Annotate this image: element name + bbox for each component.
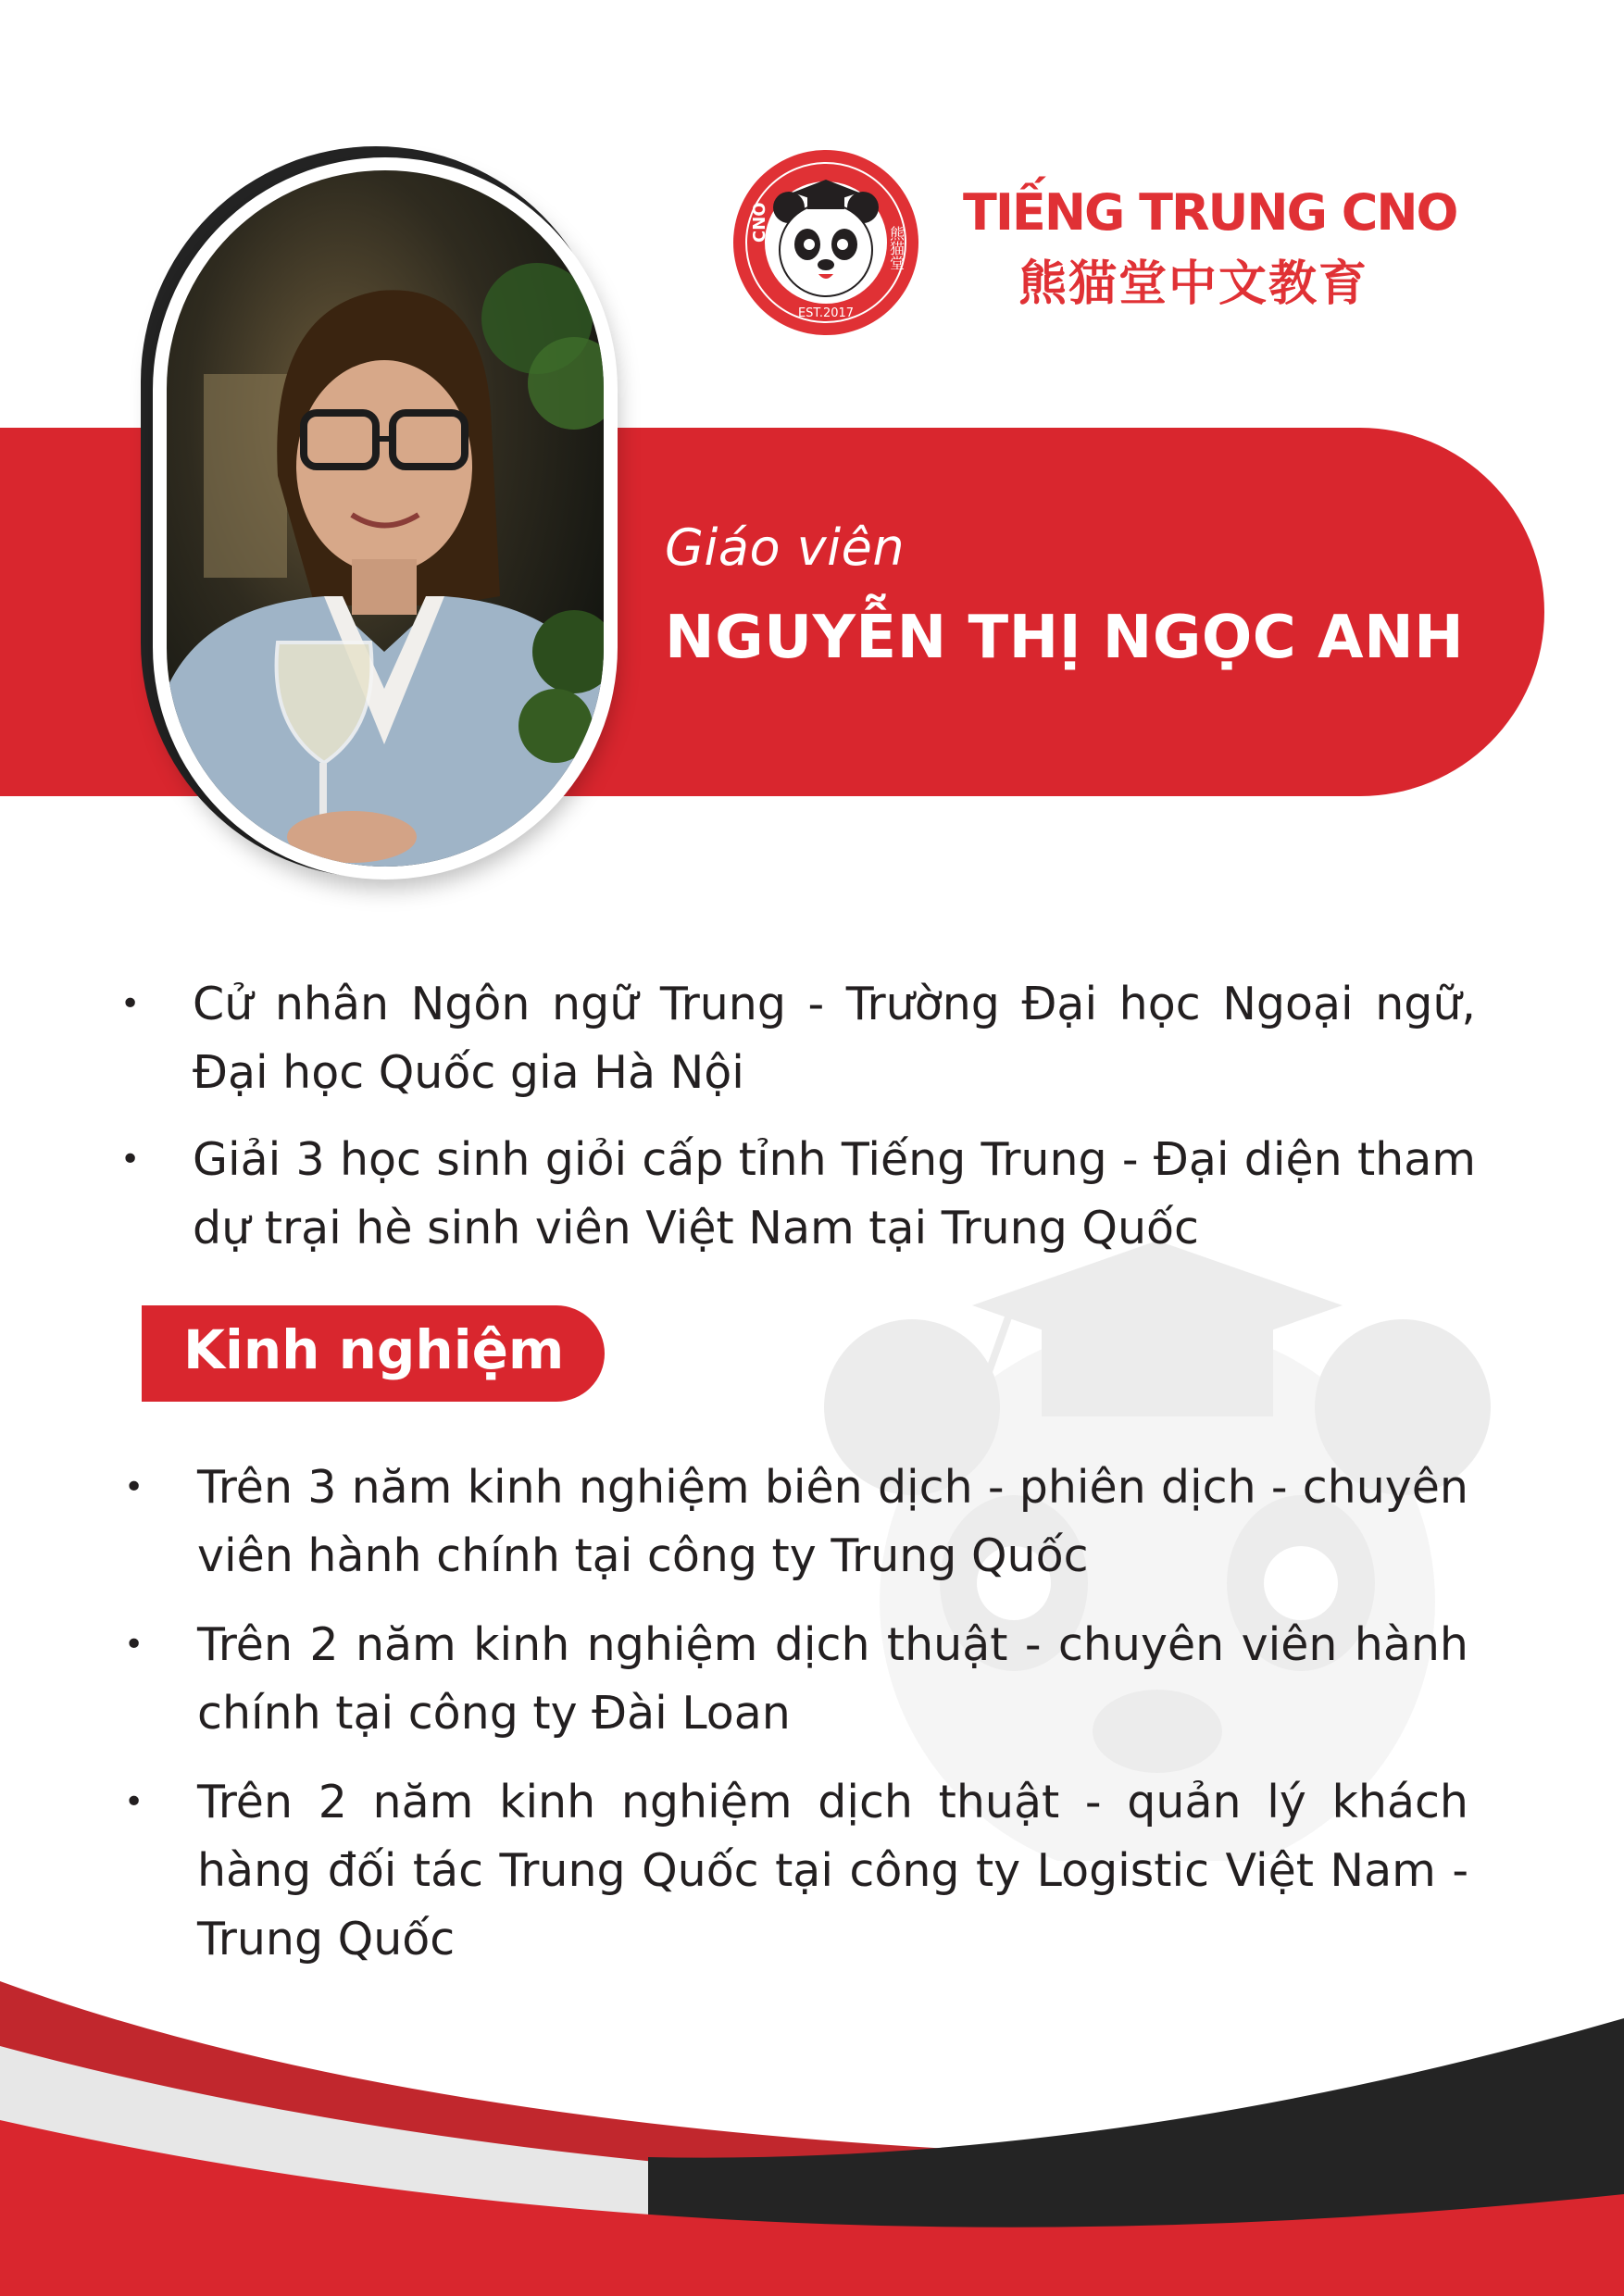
teacher-photo [167,170,604,867]
footer-waves [0,1944,1624,2296]
badge-est: EST.2017 [797,306,855,320]
list-item-text: Cử nhân Ngôn ngữ Trung - Trường Đại học Ngoại ngữ, Đại học Quốc gia Hà Nội [193,978,1476,1099]
teacher-name: NGUYỄN THỊ NGỌC ANH [665,604,1465,672]
section-title: Kinh nghiệm [183,1318,565,1381]
bullet: • [124,1626,144,1664]
list-item-text: Trên 3 năm kinh nghiệm biên dịch - phiên dịch - chuyên viên hành chính tại công ty Trung Quốc [197,1461,1468,1582]
badge-text-right: 熊猫堂 [887,226,906,270]
panda-logo-icon [731,148,920,337]
list-item-text: Giải 3 học sinh giỏi cấp tỉnh Tiếng Trung - Đại diện tham dự trại hè sinh viên Việt Nam tại Trung Quốc [193,1133,1476,1254]
list-item-text: Trên 2 năm kinh nghiệm dịch thuật - quản lý khách hàng đối tác Trung Quốc tại công ty Logistic Việt Nam - Trung Quốc [197,1776,1468,1965]
bullet: • [120,1141,141,1179]
bullet: • [124,1468,144,1506]
bullet: • [124,1783,144,1821]
brand-chinese-name: 熊猫堂中文教育 [1018,256,1369,312]
brand-name: TIẾNG TRUNG CNO [963,183,1457,242]
bullet: • [120,985,141,1023]
list-item-text: Trên 2 năm kinh nghiệm dịch thuật - chuyên viên hành chính tại công ty Đài Loan [197,1618,1468,1740]
badge-text-left: CNO [750,202,769,243]
teacher-role: Giáo viên [665,518,906,577]
